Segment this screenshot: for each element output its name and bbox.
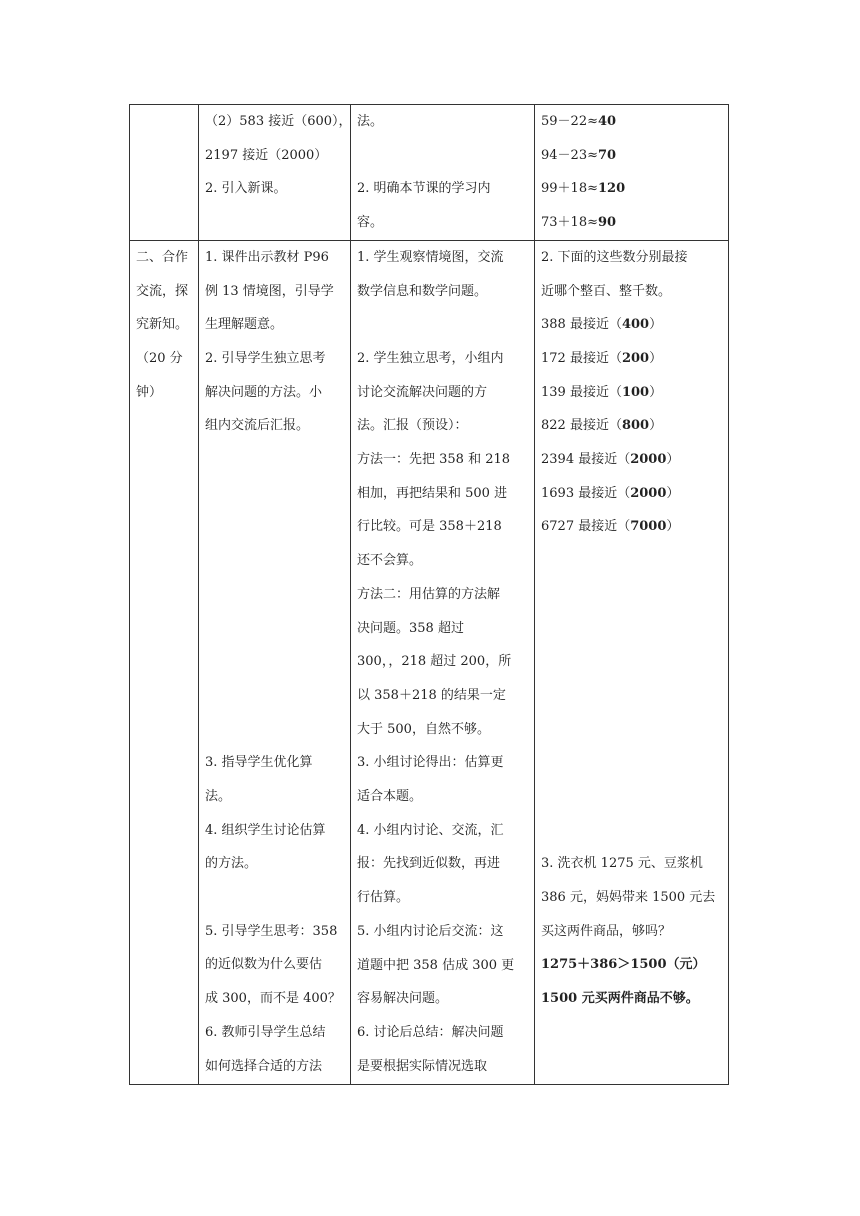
teacher-line: 生理解题意。 xyxy=(205,317,284,333)
teacher-line: 如何选择合适的方法 xyxy=(205,1058,323,1074)
exercise-line: 近哪个整百、整千数。 xyxy=(541,283,672,299)
nearest-item: 172 最接近（200） xyxy=(541,350,663,366)
student-line: 方法一：先把 358 和 218 xyxy=(357,452,511,468)
nearest-answer: 200 xyxy=(621,350,650,366)
teacher-line: 2. 引导学生独立思考 xyxy=(205,350,326,366)
student-line: 300，，218 超过 200，所 xyxy=(357,654,512,670)
exercise-cell xyxy=(535,240,729,1084)
teacher-line: 组内交流后汇报。 xyxy=(205,418,310,434)
table-row-explore xyxy=(130,240,729,1084)
student-line: 行估算。 xyxy=(357,890,410,906)
student-activity-cell xyxy=(351,240,535,1084)
teacher-line: 解决问题的方法。小 xyxy=(205,384,323,400)
exercise-line: 买这两件商品，够吗？ xyxy=(541,923,672,939)
answer-line: 1500 元买两件商品不够。 xyxy=(541,991,699,1007)
student-line: 是要根据实际情况选取 xyxy=(357,1058,488,1074)
student-line: 还不会算。 xyxy=(357,553,423,569)
nearest-answer: 400 xyxy=(621,317,650,333)
answer-line: 1275＋386＞1500（元） xyxy=(541,957,706,973)
teacher-line: 成 300，而不是 400？ xyxy=(205,991,341,1007)
nearest-item: 388 最接近（400） xyxy=(541,317,663,333)
teacher-line: 的近似数为什么要估 xyxy=(205,957,323,973)
stage-label: 二、合作交流，探究新知。（20 分钟） xyxy=(136,249,189,400)
exercise-line: 386 元，妈妈带来 1500 元去 xyxy=(541,890,716,906)
student-line: 适合本题。 xyxy=(357,789,423,805)
student-line: 容。 xyxy=(357,215,384,231)
student-line: 相加，再把结果和 500 进 xyxy=(357,485,508,501)
nearest-item: 6727 最接近（7000） xyxy=(541,519,680,535)
nearest-answer: 2000 xyxy=(630,452,667,468)
teacher-line: 4. 组织学生讨论估算 xyxy=(205,822,326,838)
nearest-item: 139 最接近（100） xyxy=(541,384,663,400)
nearest-answer: 7000 xyxy=(630,519,667,535)
student-line: 6. 讨论后总结：解决问题 xyxy=(357,1024,504,1040)
nearest-answer: 800 xyxy=(621,418,650,434)
teacher-line: 例 13 情境图，引导学 xyxy=(205,283,334,299)
estimate-item: 59－22≈40 xyxy=(541,114,617,129)
exercise-line: 3. 洗衣机 1275 元、豆浆机 xyxy=(541,856,703,872)
student-activity-cell xyxy=(351,105,535,241)
estimate-answer: 120 xyxy=(597,181,626,197)
teacher-activity-cell xyxy=(199,240,351,1084)
teacher-line: （2）583 接近（600）， xyxy=(205,114,352,129)
student-line: 2. 学生独立思考，小组内 xyxy=(357,350,504,366)
teacher-line: 1. 课件出示教材 P96 xyxy=(205,249,329,265)
teacher-line: 3. 指导学生优化算 xyxy=(205,755,313,771)
estimate-answer: 70 xyxy=(597,147,617,163)
nearest-answer: 2000 xyxy=(630,485,667,501)
student-line: 以 358＋218 的结果一定 xyxy=(357,687,506,703)
student-line: 讨论交流解决问题的方 xyxy=(357,384,488,400)
student-line: 2. 明确本节课的学习内 xyxy=(357,181,491,197)
student-line: 方法二：用估算的方法解 xyxy=(357,586,501,602)
nearest-item: 2394 最接近（2000） xyxy=(541,452,680,468)
teacher-line: 的方法。 xyxy=(205,856,258,872)
teacher-line: 6. 教师引导学生总结 xyxy=(205,1024,326,1040)
estimate-item: 99＋18≈120 xyxy=(541,181,626,197)
student-line: 容易解决问题。 xyxy=(357,991,449,1007)
stage-cell xyxy=(130,240,199,1084)
student-line: 道题中把 358 估成 300 更 xyxy=(357,957,515,973)
teacher-line: 2197 接近（2000） xyxy=(205,147,328,163)
exercise-line: 2. 下面的这些数分别最接 xyxy=(541,249,688,265)
student-line: 法。汇报（预设）： xyxy=(357,418,468,434)
teacher-line: 法。 xyxy=(205,788,232,804)
estimate-answer: 90 xyxy=(597,215,617,231)
nearest-answer: 100 xyxy=(621,384,650,400)
estimate-item: 94－23≈70 xyxy=(541,147,617,163)
student-line: 3. 小组讨论得出：估算更 xyxy=(357,755,504,771)
student-line: 报：先找到近似数，再进 xyxy=(357,856,501,872)
student-line: 决问题。358 超过 xyxy=(357,620,464,636)
student-line: 1. 学生观察情境图，交流 xyxy=(357,249,504,265)
lesson-plan-table xyxy=(129,104,729,1085)
student-line: 数学信息和数学问题。 xyxy=(357,283,488,299)
stage-cell-empty xyxy=(130,105,199,241)
teacher-activity-cell xyxy=(199,105,351,241)
table-row-intro xyxy=(130,105,729,241)
nearest-item: 822 最接近（800） xyxy=(541,418,663,434)
student-line: 4. 小组内讨论、交流，汇 xyxy=(357,822,504,838)
teacher-line: 2. 引入新课。 xyxy=(205,181,287,197)
student-line: 5. 小组内讨论后交流：这 xyxy=(357,923,504,939)
student-line: 法。 xyxy=(357,114,384,129)
exercise-cell xyxy=(535,105,729,241)
student-line: 大于 500，自然不够。 xyxy=(357,721,490,737)
nearest-item: 1693 最接近（2000） xyxy=(541,485,680,501)
teacher-line: 5. 引导学生思考：358 xyxy=(205,923,338,939)
estimate-answer: 40 xyxy=(597,114,617,129)
student-line: 行比较。可是 358＋218 xyxy=(357,519,502,535)
estimate-item: 73＋18≈90 xyxy=(541,215,617,231)
